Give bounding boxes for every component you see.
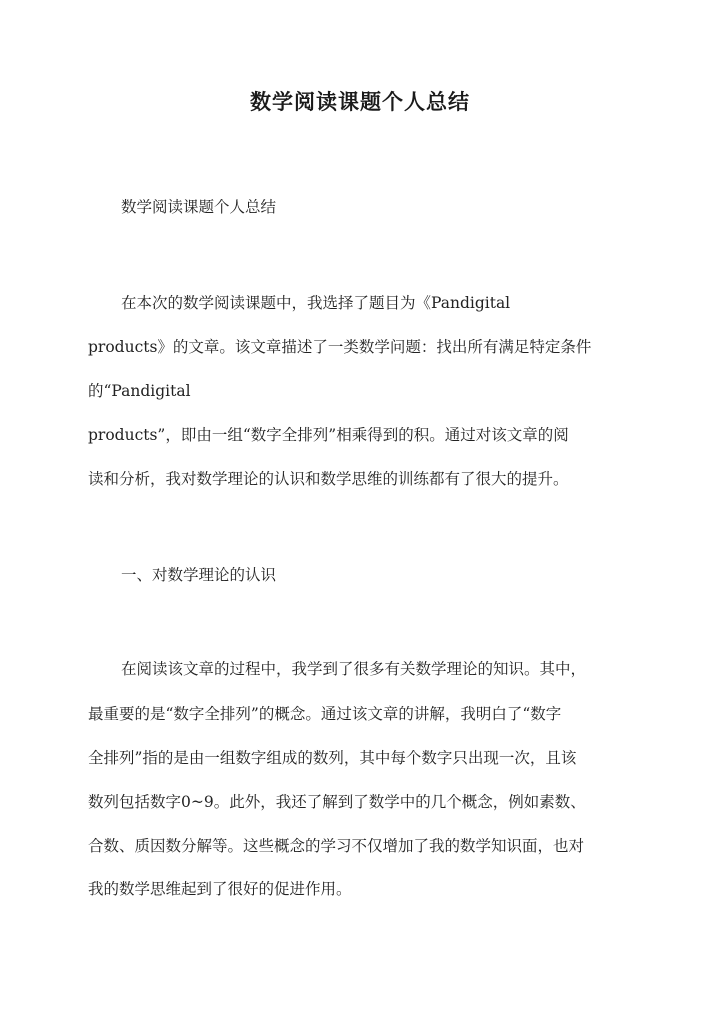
paragraph-2-line-6: 我的数学思维起到了很好的促进作用。 — [88, 880, 352, 898]
paragraph-2-line-3: 全排列”指的是由一组数字组成的数列，其中每个数字只出现一次，且该 — [88, 749, 577, 767]
paragraph-1-line-5: 读和分析，我对数学理论的认识和数学思维的训练都有了很大的提升。 — [88, 470, 569, 488]
paragraph-2-line-5: 合数、质因数分解等。这些概念的学习不仅增加了我的数学知识面，也对 — [88, 837, 585, 855]
paragraph-2-line-2: 最重要的是“数字全排列”的概念。通过该文章的讲解，我明白了“数字 — [88, 705, 562, 723]
document-title: 数学阅读课题个人总结 — [250, 89, 470, 114]
paragraph-1-line-2: products》的文章。该文章描述了一类数学问题：找出所有满足特定条件 — [88, 338, 592, 356]
subtitle: 数学阅读课题个人总结 — [121, 198, 277, 216]
paragraph-2-line-4: 数列包括数字0~9。此外，我还了解到了数学中的几个概念，例如素数、 — [88, 793, 586, 811]
paragraph-1-line-1: 在本次的数学阅读课题中，我选择了题目为《Pandigital — [121, 294, 511, 312]
paragraph-2-line-1: 在阅读该文章的过程中，我学到了很多有关数学理论的知识。其中， — [121, 660, 587, 678]
section-heading-1: 一、对数学理论的认识 — [121, 566, 277, 584]
paragraph-1-line-3: 的“Pandigital — [88, 382, 191, 400]
paragraph-1-line-4: products”，即由一组“数字全排列”相乘得到的积。通过对该文章的阅 — [88, 426, 569, 444]
